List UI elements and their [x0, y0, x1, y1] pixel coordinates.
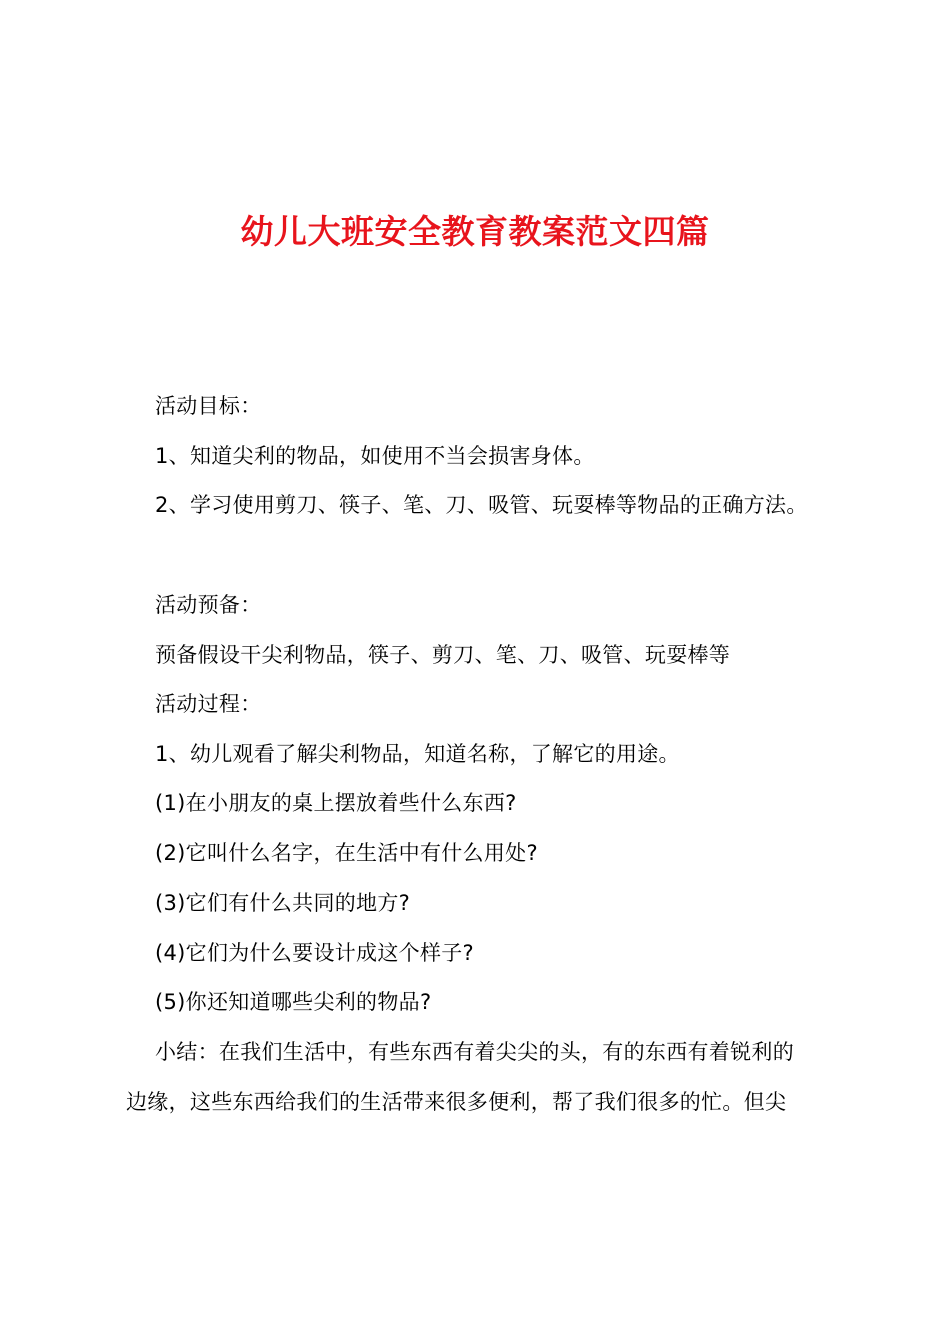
section-heading-process: 活动过程： — [155, 692, 262, 716]
document-title: 幼儿大班安全教育教案范文四篇 — [240, 212, 710, 251]
summary-line: 小结：在我们生活中，有些东西有着尖尖的头，有的东西有着锐利的 — [155, 1040, 794, 1064]
summary-line: 边缘，这些东西给我们的生活带来很多便利，帮了我们很多的忙。但尖 — [126, 1090, 787, 1114]
question-line: (5)你还知道哪些尖利的物品? — [155, 990, 432, 1014]
paragraph-line: 1、知道尖利的物品，如使用不当会损害身体。 — [155, 444, 595, 468]
section-heading-goals: 活动目标： — [155, 394, 262, 418]
section-heading-preparation: 活动预备： — [155, 593, 262, 617]
question-line: (4)它们为什么要设计成这个样子? — [155, 941, 474, 965]
paragraph-line: 2、学习使用剪刀、筷子、笔、刀、吸管、玩耍棒等物品的正确方法。 — [155, 493, 808, 517]
paragraph-line: 预备假设干尖利物品，筷子、剪刀、笔、刀、吸管、玩耍棒等 — [155, 643, 731, 667]
question-line: (1)在小朋友的桌上摆放着些什么东西? — [155, 791, 517, 815]
question-line: (3)它们有什么共同的地方? — [155, 891, 411, 915]
paragraph-line: 1、幼儿观看了解尖利物品，知道名称，了解它的用途。 — [155, 742, 680, 766]
question-line: (2)它叫什么名字，在生活中有什么用处? — [155, 841, 538, 865]
